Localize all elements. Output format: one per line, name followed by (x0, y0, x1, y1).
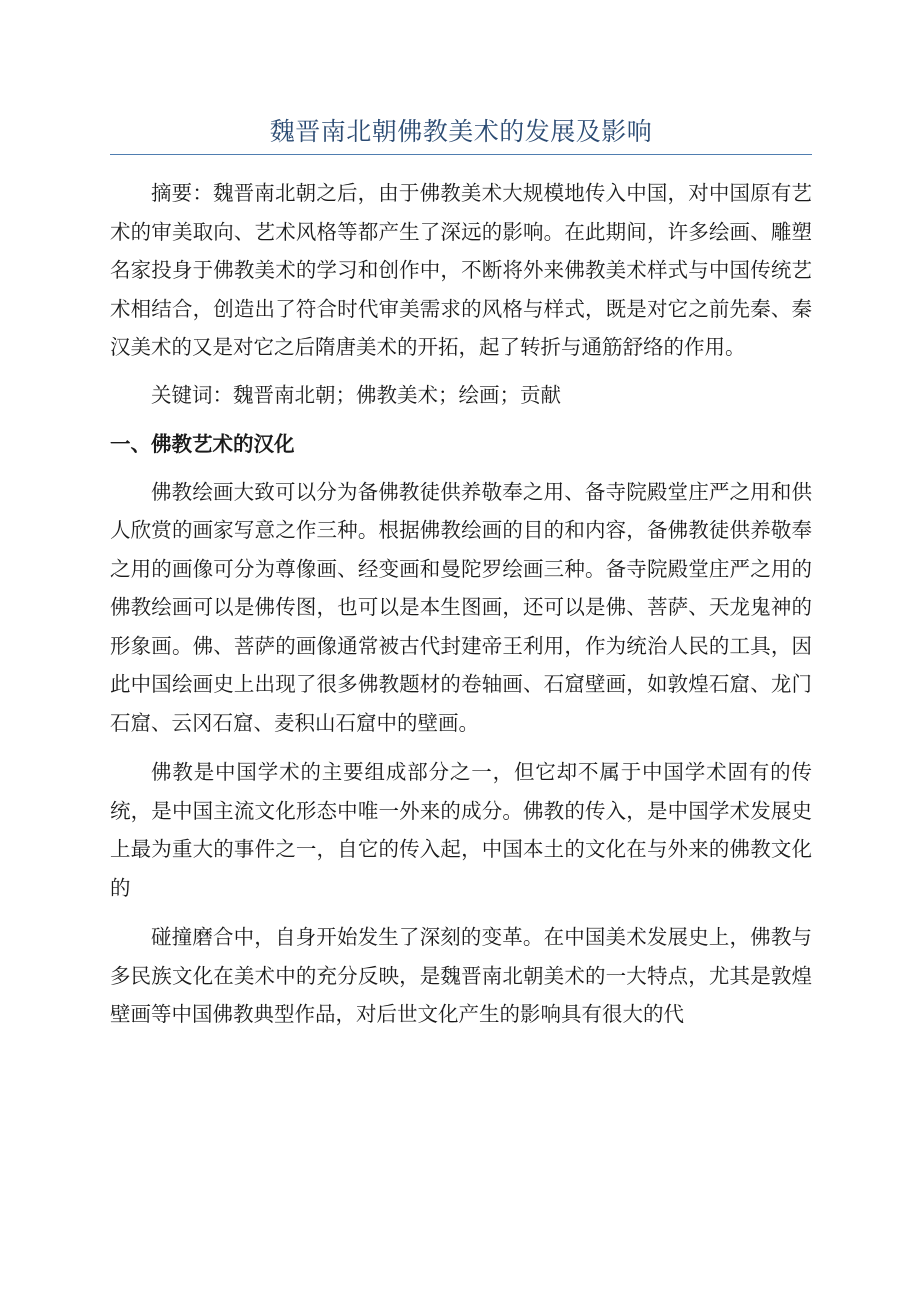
body-paragraph: 佛教是中国学术的主要组成部分之一，但它却不属于中国学术固有的传统，是中国主流文化形态中唯一外来的成分。佛教的传入，是中国学术发展史上最为重大的事件之一，自它的传入起，中国本土的文化在与外来的佛教文化的 (110, 760, 812, 900)
body-paragraph: 佛教绘画大致可以分为备佛教徒供养敬奉之用、备寺院殿堂庄严之用和供人欣赏的画家写意之作三种。根据佛教绘画的目的和内容，备佛教徒供养敬奉之用的画像可分为尊像画、经变画和曼陀罗绘画三种。备寺院殿堂庄严之用的佛教绘画可以是佛传图，也可以是本生图画，还可以是佛、菩萨、天龙鬼神的形象画。佛、菩萨的画像通常被古代封建帝王利用，作为统治人民的工具，因此中国绘画史上出现了很多佛教题材的卷轴画、石窟壁画，如敦煌石窟、龙门石窟、云冈石窟、麦积山石窟中的壁画。 (110, 479, 812, 735)
keywords-paragraph: 关键词：魏晋南北朝；佛教美术；绘画；贡献 (151, 382, 561, 407)
document-title: 魏晋南北朝佛教美术的发展及影响 (269, 117, 653, 146)
document-page (110, 0, 812, 1034)
body-paragraph: 碰撞磨合中，自身开始发生了深刻的变革。在中国美术发展史上，佛教与多民族文化在美术中的充分反映，是魏晋南北朝美术的一大特点，尤其是敦煌壁画等中国佛教典型作品，对后世文化产生的影响具有很大的代 (110, 925, 812, 1026)
title-underline (110, 154, 812, 155)
abstract-paragraph: 摘要：魏晋南北朝之后，由于佛教美术大规模地传入中国，对中国原有艺术的审美取向、艺术风格等都产生了深远的影响。在此期间，许多绘画、雕塑名家投身于佛教美术的学习和创作中，不断将外来佛教美术样式与中国传统艺术相结合，创造出了符合时代审美需求的风格与样式，既是对它之前先秦、秦汉美术的又是对它之后隋唐美术的开拓，起了转折与通筋舒络的作用。 (110, 181, 812, 359)
section-heading: 一、佛教艺术的汉化 (110, 432, 295, 456)
